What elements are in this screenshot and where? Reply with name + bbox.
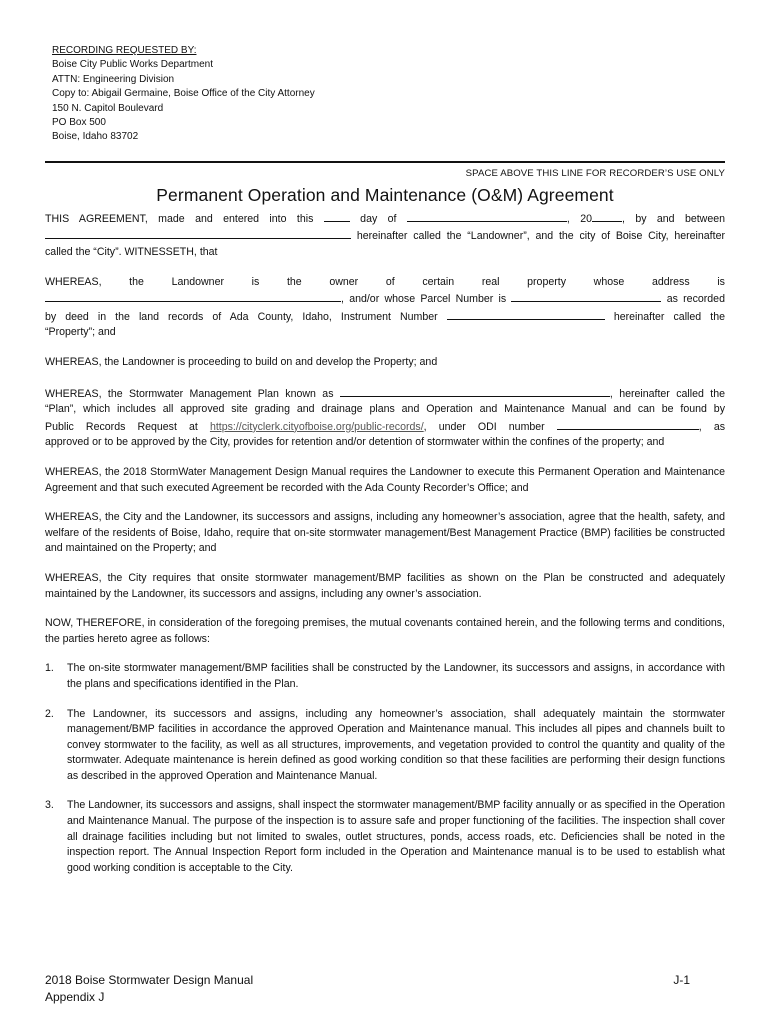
- item-number: 1.: [45, 662, 54, 675]
- day-blank: [324, 210, 350, 222]
- whereas-landowner-paragraph: [45, 275, 725, 341]
- page-footer: [45, 972, 725, 1006]
- now-therefore-paragraph: NOW, THEREFORE, in consideration of the foregoing premises, the mutual covenants contained herein, and the following terms and conditions, the parties hereto agree as follows:: [45, 617, 725, 645]
- landowner-name-blank: [45, 227, 351, 239]
- recording-line: PO Box 500: [52, 117, 106, 129]
- intro-text: hereinafter called the “Landowner”, and the city of Boise City, hereinafter: [356, 230, 725, 243]
- whereas-health-paragraph: WHEREAS, the City and the Landowner, its successors and assigns, including any homeowner’s association, agree that the health, safety, and welfare of the residents of Boise, Idaho, require that on-site stormwater management/Best Management Practice (BMP) facilities be constructed and maintained on the Property; and: [45, 511, 725, 555]
- item-text: The on-site stormwater management/BMP facilities shall be constructed by the Landowner, its successors and assigns, in accordance with the plans and specifications identified in the Plan.: [67, 662, 725, 690]
- item-number: 3.: [45, 799, 54, 812]
- whereas-word: WHEREAS,: [45, 275, 102, 288]
- intro-line-3: called the “City”. WITNESSETH, that: [45, 246, 218, 259]
- recorder-use-note: SPACE ABOVE THIS LINE FOR RECORDER’S USE ONLY: [465, 167, 725, 179]
- whereas-text: as recorded: [666, 293, 725, 306]
- whereas-text: Public Records Request at: [45, 420, 198, 433]
- item-number: 2.: [45, 707, 54, 720]
- whereas-word: certain: [422, 275, 455, 288]
- plan-name-blank: [340, 385, 610, 397]
- whereas-text: , hereinafter called the: [609, 387, 725, 400]
- whereas-word: whose: [593, 275, 625, 288]
- recording-line: 150 N. Capitol Boulevard: [52, 102, 164, 114]
- item-text: The Landowner, its successors and assigns, including any homeowner’s association, shall adequately maintain the stormwater management/BMP facilities in accordance the approved Operation and Maintenance manual. This includes all pipes and channels built to convey stormwater to the facility, as well as all structures, improvements, and vegetation provided to control the quantity and quality of the stormwater. Adequate maintenance is herein defined as good working condition so that these facilities are performing their design functions as described in the approved Operation and Maintenance Manual.: [67, 707, 725, 782]
- numbered-item: [45, 661, 725, 692]
- intro-line-2: [45, 227, 725, 245]
- footer-manual-title: 2018 Boise Stormwater Design Manual: [45, 973, 254, 987]
- whereas-text: hereinafter called the: [613, 310, 725, 323]
- month-blank: [407, 210, 567, 222]
- recording-line: Copy to: Abigail Germaine, Boise Office of the City Attorney: [52, 88, 315, 100]
- whereas-text: , as: [698, 420, 726, 433]
- whereas-word: is: [717, 275, 725, 288]
- intro-text: day of: [360, 212, 397, 225]
- whereas3-line-1: [45, 385, 725, 403]
- whereas-plan-paragraph: [45, 385, 725, 451]
- intro-text: , 20: [566, 212, 592, 225]
- recording-line: Boise, Idaho 83702: [52, 131, 139, 143]
- whereas-text: WHEREAS, the Stormwater Management Plan known as: [45, 387, 334, 400]
- footer-appendix: Appendix J: [45, 990, 105, 1004]
- whereas-text: , under ODI number: [423, 420, 545, 433]
- whereas-word: address: [651, 275, 690, 288]
- whereas-manual-paragraph: WHEREAS, the 2018 StormWater Management Design Manual requires the Landowner to execute this Permanent Operation and Maintenance Agreement and that such executed Agreement be recorded with the Ada County Recorder’s Office; and: [45, 465, 725, 494]
- whereas-word: of: [385, 275, 395, 288]
- whereas-word: real: [481, 275, 500, 288]
- numbered-item: [45, 798, 725, 876]
- whereas3-line-3: [45, 418, 725, 436]
- whereas3-line-4: approved or to be approved by the City, provides for retention and/or detention of stormwater within the confines of the property; and: [45, 436, 665, 449]
- recording-requested-block: [52, 44, 725, 145]
- public-records-link[interactable]: https://cityclerk.cityofboise.org/public-records/: [209, 420, 424, 433]
- intro-text: , by and between: [622, 212, 726, 225]
- intro-paragraph: [45, 210, 725, 261]
- parcel-number-blank: [511, 290, 661, 302]
- recorder-divider-line: [45, 161, 725, 163]
- recording-line: ATTN: Engineering Division: [52, 73, 175, 85]
- whereas-word: Landowner: [171, 275, 224, 288]
- intro-line-1: [45, 210, 725, 228]
- whereas-text: , and/or whose Parcel Number is: [341, 293, 507, 306]
- whereas-word: the: [129, 275, 144, 288]
- instrument-number-blank: [447, 308, 605, 320]
- whereas1-line-4: “Property”; and: [45, 326, 116, 339]
- whereas3-line-2: “Plan”, which includes all approved site grading and drainage plans and Operation and Maintenance Manual and can be found by: [45, 403, 725, 416]
- recording-header: RECORDING REQUESTED BY:: [52, 45, 197, 56]
- whereas-word: the: [286, 275, 302, 288]
- intro-text: THIS AGREEMENT, made and entered into this: [45, 212, 314, 225]
- odi-number-blank: [557, 418, 699, 430]
- footer-page-number: J-1: [673, 973, 690, 987]
- whereas-word: property: [527, 275, 567, 288]
- address-blank: [45, 290, 341, 302]
- item-text: The Landowner, its successors and assigns, shall inspect the stormwater management/BMP facility annually or as specified in the Operation and Maintenance Manual. The purpose of the inspection is to assure safe and proper functioning of the facilities. The inspection shall cover all drainage facilities including but not limited to swales, outlet structures, ponds, access roads, etc. Deficiencies shall be noted in the inspection report. The Annual Inspection Report form included in the Operation and Maintenance manual is to be used to establish what good working condition is acceptable to the City.: [67, 799, 725, 874]
- whereas-text: by deed in the land records of Ada County, Idaho, Instrument Number: [45, 310, 438, 323]
- whereas-word: owner: [329, 275, 359, 288]
- whereas1-line-1: [45, 275, 725, 291]
- numbered-item: [45, 707, 725, 785]
- whereas-requirement-paragraph: WHEREAS, the City requires that onsite stormwater management/BMP facilities as shown on the Plan be constructed and adequately maintained by the Landowner, its successors and assigns, including any owner’s association.: [45, 571, 725, 600]
- whereas1-line-2: [45, 290, 725, 308]
- whereas1-line-3: [45, 308, 725, 326]
- whereas-word: is: [251, 275, 260, 288]
- recording-line: Boise City Public Works Department: [52, 59, 213, 71]
- whereas-develop-paragraph: WHEREAS, the Landowner is proceeding to build on and develop the Property; and: [45, 356, 438, 368]
- document-title: Permanent Operation and Maintenance (O&M) Agreement: [156, 184, 614, 205]
- year-blank: [592, 210, 622, 222]
